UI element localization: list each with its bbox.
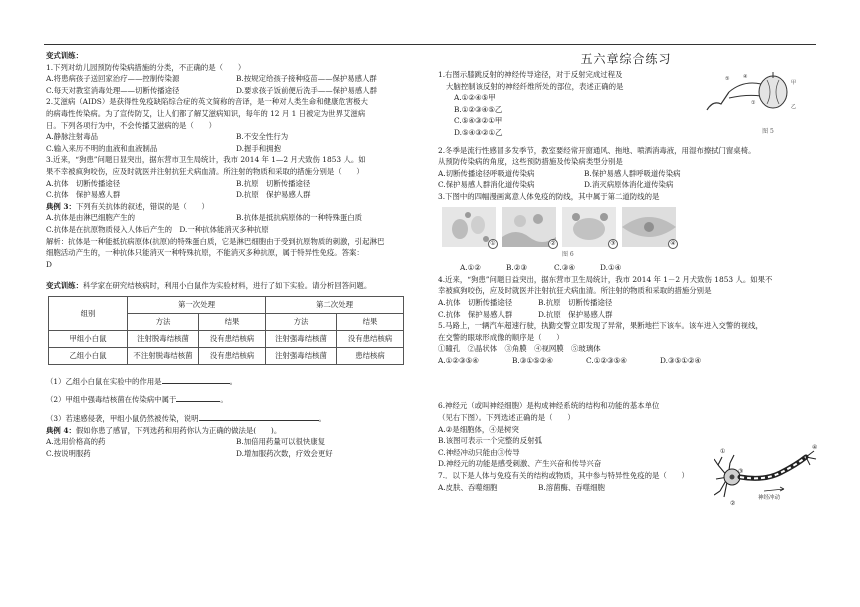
solution-line: 解析：抗体是一种能抵抗病原体(抗原)的特殊蛋白质，它是淋巴细胞由于受到抗原物质的刺激，引起淋巴 [46, 236, 385, 246]
question-3-line: 3.近来，“狗患”问题日显突出，据东营市卫生局统计，我市 2014 年 1—2 月犬致伤 1853 人。如 [46, 155, 366, 165]
option: C.保护易感人群消化道传染病 [438, 180, 535, 190]
panel-number: ③ [608, 239, 618, 249]
question-5-line: ①瞳孔 ②晶状体 ③角膜 ④视网膜 ⑤玻璃体 [438, 344, 601, 354]
q3-options [438, 262, 814, 274]
option: C.每天对教室消毒处理——切断传播途径 [46, 85, 180, 95]
option: A.①②③⑤④ [438, 355, 479, 365]
svg-text:①: ① [720, 448, 726, 455]
option: D.③⑤①②④ [660, 355, 702, 365]
subquestion-text: （1）乙组小白鼠在实验中的作用是 [46, 376, 162, 386]
solution-line: 细胞活动产生的，一种抗体只能消灭一种特殊抗原，不能消灭多种抗原，属于特异性免疫。答案： [46, 248, 364, 258]
question-6-line: （见右下图）。下列选述正确的是（ ） [438, 413, 575, 423]
figure-6-label: 图 6 [562, 250, 574, 258]
question-2-line: 的病毒性传染病。为了宣传防艾，让人们都了解艾滋病知识，每年的 12 月 1 日被定为世界艾滋病 [46, 108, 366, 118]
question-2-line: 日。下列各项行为中，不会传播艾滋病的是（ ） [46, 120, 216, 130]
option: D.⑤④③②①乙 [454, 127, 503, 137]
subquestion-1: （1）乙组小白鼠在实验中的作用是 。 [46, 376, 237, 386]
question-2-line: 从预防传染病的角度，这些预防措施及传染病类型分别是 [438, 157, 623, 167]
table-header-group: 组别 [49, 296, 128, 330]
option: D.消灭病原体消化道传染病 [584, 180, 674, 190]
option: A.将患病孩子送回家治疗——控制传染源 [46, 74, 180, 84]
option: B.加倍用药量可以很快康复 [236, 437, 326, 447]
table-row [49, 347, 404, 364]
example-4 [46, 425, 422, 437]
option: A.抗体 切断传播途径 [438, 297, 513, 307]
option: B.该图可表示一个完整的反射弧 [438, 436, 542, 446]
q2-options-row2 [438, 179, 814, 191]
q2-options-row2 [46, 143, 422, 155]
option: A.切断传播途径呼吸道传染病 [438, 168, 535, 178]
option: C.①②③⑤④ [586, 355, 627, 365]
option: C.⑤④③②①甲 [454, 116, 503, 126]
option: B.抗原 切断传播途径 [538, 297, 613, 307]
question-7: 7.．以下是人体与免疫有关的结构或物质，其中参与特异性免疫的是（ ） [438, 471, 689, 481]
panel-number: ④ [668, 239, 678, 249]
example-question: 假如你患了感冒，下列选药和用药你认为正确的做法是( )。 [75, 425, 282, 435]
cartoon-panel-4 [622, 207, 676, 247]
experiment-table [48, 296, 404, 365]
table-cell: 没有患结核病 [199, 330, 266, 347]
cartoon-panel-3 [562, 207, 616, 247]
cartoon-panel-2 [502, 207, 556, 247]
question-1: 1.下列对幼儿园预防传染病措施的分类，不正确的是（ ） [46, 62, 246, 72]
option: A.②是细胞体，④是树突 [438, 424, 519, 434]
neuron-impulse-label: 神经冲动 [758, 495, 781, 501]
q2-options-row1 [438, 168, 814, 180]
ex3-options-row2: C.抗体是在抗原物质侵入人体后产生的 D.一种抗体能消灭多种抗原 [46, 224, 269, 234]
option: A.抗体 切断传播途径 [46, 178, 121, 188]
ex3-options-row1 [46, 212, 422, 224]
svg-text:乙: 乙 [791, 104, 797, 110]
table-subheader-result: 结果 [337, 313, 404, 330]
svg-text:①: ① [751, 100, 756, 106]
table-header-second: 第二次处理 [266, 296, 404, 313]
table-cell: 注射强毒结核菌 [266, 330, 337, 347]
answer-blank[interactable] [176, 393, 220, 402]
option: B.③①⑤②④ [512, 355, 553, 365]
question-2-line: 2.冬季是流行性感冒多发季节，教室要经常开窗通风、拖地、喷洒消毒液，用湿布擦拭门窗桌椅。 [438, 145, 756, 155]
table-cell: 乙组小白鼠 [49, 347, 128, 364]
option: D.抗原 保护易感人群 [538, 309, 613, 319]
option: A.①②④⑤甲 [454, 93, 496, 103]
question-3: 3.下图中的四幅漫画寓意人体免疫的防线，其中属于第二道防线的是 [438, 191, 660, 201]
option: D.增加服药次数，疗效会更好 [236, 448, 333, 458]
table-cell: 不注射脱毒结核菌 [128, 347, 199, 364]
option: D.神经元的功能是感受刺激、产生兴奋和传导兴奋 [438, 459, 602, 469]
section-intro: 科学家在研究结核病时，利用小白鼠作为实验材料，进行了如下实验。请分析回答问题。 [82, 281, 372, 291]
question-4-line: 4.近来，“狗患”问题日益突出，据东营市卫生局统计，我市 2014 年 1－2 月犬致伤 1853 人。如果不 [438, 274, 773, 284]
cartoon-panel-1 [442, 207, 496, 247]
subquestion-text: （3）若速感侵袭，甲组小鼠仍然被传染，说明 [46, 414, 199, 424]
question-6-line: 6.神经元（或叫神经细胞）是构成神经系统的结构和功能的基本单位 [438, 401, 660, 411]
ex4-options-row2 [46, 448, 422, 460]
example-question: 下列有关抗体的叙述，错误的是（ ） [75, 201, 209, 211]
question-3-line: 果不幸被疯狗咬伤，应及时就医并注射抗狂犬病血清。所注射的物质和采取的措施分别是（ ） [46, 166, 364, 176]
q4-options-row1 [438, 297, 814, 309]
table-cell: 没有患结核病 [199, 347, 266, 364]
reflex-arc-image [703, 70, 803, 122]
option: C.③④ [554, 263, 575, 273]
solution-line: D [46, 259, 52, 269]
table-cell: 注射脱毒结核菌 [128, 330, 199, 347]
svg-text:③: ③ [738, 468, 744, 475]
svg-text:②: ② [730, 500, 736, 507]
table-cell: 患结核病 [337, 347, 404, 364]
answer-blank[interactable] [199, 412, 319, 421]
option: D.抗原 保护易感人群 [236, 190, 311, 200]
option: C.抗体 保护易感人群 [438, 309, 513, 319]
option: A.皮肤、吞噬细胞 [438, 482, 498, 492]
table-cell: 注射强毒结核菌 [266, 347, 337, 364]
q1-options-row1 [46, 73, 422, 85]
figure-5-label: 图 5 [762, 128, 774, 135]
q5-options [438, 355, 814, 367]
option: B.①②③④⑤乙 [454, 104, 503, 114]
option: B.保护易感人群呼吸道传染病 [584, 168, 681, 178]
top-rule [44, 44, 816, 45]
svg-text:甲: 甲 [791, 80, 797, 86]
q1-options-row2 [46, 85, 422, 97]
neuron-diagram [714, 443, 824, 511]
subquestion-text: （2）甲组中强毒结核菌在传染病中属于 [46, 395, 177, 405]
option: D.要求孩子饭前便后洗手——保护易感人群 [236, 85, 378, 95]
example-3 [46, 201, 422, 213]
option: B.抗原 切断传播途径 [236, 178, 311, 188]
immunity-cartoon-strip [442, 207, 814, 247]
panel-number: ② [548, 239, 558, 249]
option: A.抗体是由淋巴细胞产生的 [46, 213, 135, 223]
option: B.抗体是抵抗病原体的一种特殊蛋白质 [236, 213, 363, 223]
answer-blank[interactable] [162, 375, 230, 384]
option: B.不安全性行为 [236, 132, 289, 142]
option: A.选用价格高的药 [46, 437, 106, 447]
example-label: 典例 4： [46, 425, 76, 435]
section-title: 变式训练： [46, 281, 83, 291]
option: B.②③ [506, 263, 528, 273]
reflex-diagram [703, 70, 803, 135]
table-subheader-method: 方法 [128, 313, 199, 330]
option: C.按说明服药 [46, 448, 91, 458]
subquestion-3: （3）若速感侵袭，甲组小鼠仍然被传染，说明 。 [46, 414, 326, 424]
page-title: 五六章综合练习 [580, 52, 672, 66]
left-column [46, 50, 422, 459]
ex4-options-row1 [46, 436, 422, 448]
table-row [49, 330, 404, 347]
option: B.按规定给孩子接种疫苗——保护易感人群 [236, 74, 377, 84]
q3-options-row1 [46, 178, 422, 190]
option: A.静脉注射毒品 [46, 132, 99, 142]
table-subheader-method: 方法 [266, 313, 337, 330]
svg-text:④: ④ [743, 74, 748, 80]
table-header-first: 第一次处理 [128, 296, 266, 313]
table-cell: 甲组小白鼠 [49, 330, 128, 347]
option: D.①④ [600, 263, 622, 273]
option: D.握手和拥抱 [236, 143, 281, 153]
question-1-line: 大脑控制该反射的神经纤维所处的部位，表述正确的是 [446, 81, 624, 91]
table-cell: 没有患结核病 [337, 330, 404, 347]
q4-options-row2 [438, 309, 814, 321]
question-5-line: 在交警的眼球形成像的顺序是（ ） [438, 332, 564, 342]
option: C.输入来历不明的血液和血液制品 [46, 143, 158, 153]
option: A.①② [460, 263, 481, 273]
option: B.溶菌酶、吞噬细胞 [538, 482, 605, 492]
section-title: 变式训练： [46, 51, 83, 60]
panel-number: ① [488, 239, 498, 249]
question-4-line: 幸被疯狗咬伤，应及时就医并注射抗狂犬病血清。所注射的物质和采取的措施分别是 [438, 286, 712, 296]
section-2 [46, 280, 422, 292]
question-5-line: 5.马路上，一辆汽车超速行驶，执勤交警立即发现了异常，果断地拦下该车。该车进入交警的视线， [438, 321, 763, 331]
q3-options-row2 [46, 189, 422, 201]
svg-text:⑤: ⑤ [725, 76, 730, 82]
question-1-line: 1.右图示膝跳反射的神经传导途径，对于反射完成过程及 [438, 70, 623, 79]
option: C.神经冲动只能由③传导 [438, 447, 520, 457]
question-2-line: 2.艾滋病（AIDS）是获得性免疫缺陷综合症的英文简称的音译，是一种对人类生命和健康危害极大 [46, 97, 368, 107]
q2-options-row1 [46, 131, 422, 143]
table-subheader-result: 结果 [199, 313, 266, 330]
example-label: 典例 3： [46, 201, 76, 211]
subquestion-2: （2）甲组中强毒结核菌在传染病中属于 。 [46, 395, 228, 405]
option: C.抗体 保护易感人群 [46, 190, 121, 200]
svg-text:④: ④ [812, 444, 818, 451]
